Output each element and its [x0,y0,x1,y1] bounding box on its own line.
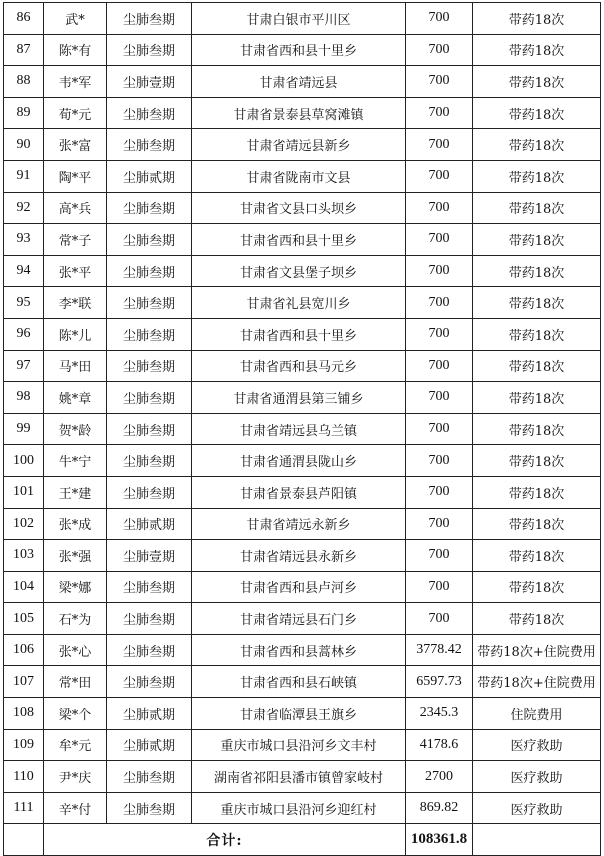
table-body [4,3,601,856]
stage-cell: 尘肺壹期 [107,66,192,98]
location-cell: 甘肃省靖远县石门乡 [192,603,406,635]
row-number: 101 [4,476,44,508]
amount-cell: 700 [406,350,473,382]
row-number: 109 [4,729,44,761]
name-cell: 陶*平 [44,160,107,192]
location-cell: 甘肃省西和县石峡镇 [192,666,406,698]
total-note-cell [473,824,601,856]
amount-cell: 700 [406,540,473,572]
note-cell: 带药18次 [473,97,601,129]
row-number: 91 [4,160,44,192]
table-row [4,192,601,224]
row-number: 108 [4,698,44,730]
table-row [4,476,601,508]
stage-cell: 尘肺叁期 [107,350,192,382]
row-number: 99 [4,413,44,445]
location-cell: 甘肃省西和县十里乡 [192,34,406,66]
amount-cell: 4178.6 [406,729,473,761]
stage-cell: 尘肺叁期 [107,634,192,666]
table-row [4,3,601,35]
name-cell: 张*成 [44,508,107,540]
amount-cell: 700 [406,3,473,35]
location-cell: 湖南省祁阳县潘市镇曾家岐村 [192,761,406,793]
note-cell: 带药18次 [473,476,601,508]
location-cell: 甘肃省通渭县第三铺乡 [192,382,406,414]
location-cell: 重庆市城口县沿河乡迎红村 [192,792,406,824]
note-cell: 医疗救助 [473,761,601,793]
amount-cell: 700 [406,413,473,445]
total-row [4,824,601,856]
table-row [4,160,601,192]
total-label: 合计: [44,824,406,856]
amount-cell: 869.82 [406,792,473,824]
stage-cell: 尘肺叁期 [107,445,192,477]
table-row [4,224,601,256]
name-cell: 尹*庆 [44,761,107,793]
name-cell: 陈*儿 [44,318,107,350]
relief-table [3,2,601,856]
amount-cell: 700 [406,476,473,508]
note-cell: 带药18次 [473,603,601,635]
location-cell: 甘肃省文县口头坝乡 [192,192,406,224]
note-cell: 带药18次 [473,287,601,319]
name-cell: 李*联 [44,287,107,319]
table-row [4,129,601,161]
note-cell: 带药18次 [473,66,601,98]
name-cell: 韦*军 [44,66,107,98]
table-row [4,66,601,98]
table-row [4,255,601,287]
row-number: 102 [4,508,44,540]
name-cell: 荀*元 [44,97,107,129]
amount-cell: 6597.73 [406,666,473,698]
stage-cell: 尘肺叁期 [107,34,192,66]
location-cell: 甘肃省临潭县王旗乡 [192,698,406,730]
note-cell: 带药18次 [473,3,601,35]
amount-cell: 700 [406,571,473,603]
location-cell: 甘肃省靖远县永新乡 [192,540,406,572]
amount-cell: 700 [406,192,473,224]
name-cell: 陈*有 [44,34,107,66]
amount-cell: 700 [406,255,473,287]
note-cell: 带药18次 [473,350,601,382]
stage-cell: 尘肺叁期 [107,571,192,603]
name-cell: 姚*章 [44,382,107,414]
note-cell: 带药18次 [473,192,601,224]
row-number: 87 [4,34,44,66]
location-cell: 甘肃省西和县蒿林乡 [192,634,406,666]
location-cell: 甘肃省靖远县新乡 [192,129,406,161]
stage-cell: 尘肺叁期 [107,666,192,698]
stage-cell: 尘肺叁期 [107,761,192,793]
note-cell: 带药18次 [473,160,601,192]
name-cell: 王*建 [44,476,107,508]
row-number: 105 [4,603,44,635]
stage-cell: 尘肺贰期 [107,698,192,730]
table-row [4,634,601,666]
location-cell: 甘肃省陇南市文县 [192,160,406,192]
location-cell: 甘肃省靖远县 [192,66,406,98]
note-cell: 带药18次 [473,413,601,445]
amount-cell: 700 [406,287,473,319]
row-number: 92 [4,192,44,224]
note-cell: 带药18次 [473,255,601,287]
row-number: 95 [4,287,44,319]
row-number: 111 [4,792,44,824]
note-cell: 带药18次 [473,508,601,540]
row-number: 100 [4,445,44,477]
stage-cell: 尘肺叁期 [107,97,192,129]
location-cell: 甘肃省景泰县芦阳镇 [192,476,406,508]
row-number: 110 [4,761,44,793]
name-cell: 牛*宁 [44,445,107,477]
location-cell: 甘肃省靖远县乌兰镇 [192,413,406,445]
amount-cell: 700 [406,382,473,414]
note-cell: 带药18次 [473,224,601,256]
amount-cell: 700 [406,129,473,161]
row-number: 103 [4,540,44,572]
table-row [4,729,601,761]
table-row [4,508,601,540]
location-cell: 重庆市城口县沿河乡文丰村 [192,729,406,761]
location-cell: 甘肃省西和县马元乡 [192,350,406,382]
amount-cell: 700 [406,224,473,256]
row-number: 98 [4,382,44,414]
table-row [4,540,601,572]
amount-cell: 700 [406,97,473,129]
row-number: 104 [4,571,44,603]
stage-cell: 尘肺叁期 [107,318,192,350]
note-cell: 带药18次 [473,445,601,477]
name-cell: 贺*龄 [44,413,107,445]
stage-cell: 尘肺壹期 [107,540,192,572]
stage-cell: 尘肺叁期 [107,476,192,508]
stage-cell: 尘肺叁期 [107,603,192,635]
amount-cell: 700 [406,318,473,350]
name-cell: 辛*付 [44,792,107,824]
table-row [4,413,601,445]
total-amount: 108361.8 [406,824,473,856]
stage-cell: 尘肺贰期 [107,160,192,192]
table-row [4,666,601,698]
row-number: 86 [4,3,44,35]
name-cell: 张*强 [44,540,107,572]
amount-cell: 700 [406,445,473,477]
amount-cell: 3778.42 [406,634,473,666]
amount-cell: 2700 [406,761,473,793]
amount-cell: 700 [406,160,473,192]
location-cell: 甘肃白银市平川区 [192,3,406,35]
row-number: 89 [4,97,44,129]
stage-cell: 尘肺叁期 [107,192,192,224]
row-number: 88 [4,66,44,98]
table-row [4,761,601,793]
row-number: 107 [4,666,44,698]
name-cell: 牟*元 [44,729,107,761]
name-cell: 张*平 [44,255,107,287]
name-cell: 石*为 [44,603,107,635]
row-number: 93 [4,224,44,256]
stage-cell: 尘肺贰期 [107,729,192,761]
stage-cell: 尘肺叁期 [107,413,192,445]
table-row [4,318,601,350]
name-cell: 常*子 [44,224,107,256]
name-cell: 马*田 [44,350,107,382]
note-cell: 住院费用 [473,698,601,730]
total-blank-cell [4,824,44,856]
row-number: 94 [4,255,44,287]
amount-cell: 700 [406,34,473,66]
stage-cell: 尘肺叁期 [107,255,192,287]
location-cell: 甘肃省西和县十里乡 [192,224,406,256]
amount-cell: 700 [406,66,473,98]
table-row [4,445,601,477]
stage-cell: 尘肺叁期 [107,287,192,319]
note-cell: 带药18次 [473,129,601,161]
name-cell: 张*心 [44,634,107,666]
note-cell: 带药18次 [473,571,601,603]
stage-cell: 尘肺叁期 [107,224,192,256]
stage-cell: 尘肺叁期 [107,382,192,414]
note-cell: 医疗救助 [473,729,601,761]
location-cell: 甘肃省西和县卢河乡 [192,571,406,603]
location-cell: 甘肃省西和县十里乡 [192,318,406,350]
amount-cell: 700 [406,508,473,540]
note-cell: 带药18次 [473,34,601,66]
note-cell: 带药18次+住院费用 [473,666,601,698]
name-cell: 梁*个 [44,698,107,730]
table-row [4,571,601,603]
row-number: 90 [4,129,44,161]
table-row [4,792,601,824]
location-cell: 甘肃省景泰县草窝滩镇 [192,97,406,129]
amount-cell: 2345.3 [406,698,473,730]
table-row [4,698,601,730]
stage-cell: 尘肺叁期 [107,792,192,824]
amount-cell: 700 [406,603,473,635]
note-cell: 带药18次 [473,540,601,572]
stage-cell: 尘肺贰期 [107,508,192,540]
location-cell: 甘肃省文县堡子坝乡 [192,255,406,287]
name-cell: 常*田 [44,666,107,698]
note-cell: 带药18次+住院费用 [473,634,601,666]
stage-cell: 尘肺叁期 [107,3,192,35]
note-cell: 医疗救助 [473,792,601,824]
row-number: 96 [4,318,44,350]
location-cell: 甘肃省礼县宽川乡 [192,287,406,319]
stage-cell: 尘肺叁期 [107,129,192,161]
table-row [4,350,601,382]
name-cell: 高*兵 [44,192,107,224]
name-cell: 张*富 [44,129,107,161]
table-row [4,97,601,129]
table-row [4,287,601,319]
note-cell: 带药18次 [473,382,601,414]
name-cell: 武* [44,3,107,35]
table-row [4,34,601,66]
location-cell: 甘肃省通渭县陇山乡 [192,445,406,477]
table-row [4,382,601,414]
row-number: 97 [4,350,44,382]
name-cell: 梁*娜 [44,571,107,603]
table-row [4,603,601,635]
row-number: 106 [4,634,44,666]
note-cell: 带药18次 [473,318,601,350]
location-cell: 甘肃省靖远永新乡 [192,508,406,540]
